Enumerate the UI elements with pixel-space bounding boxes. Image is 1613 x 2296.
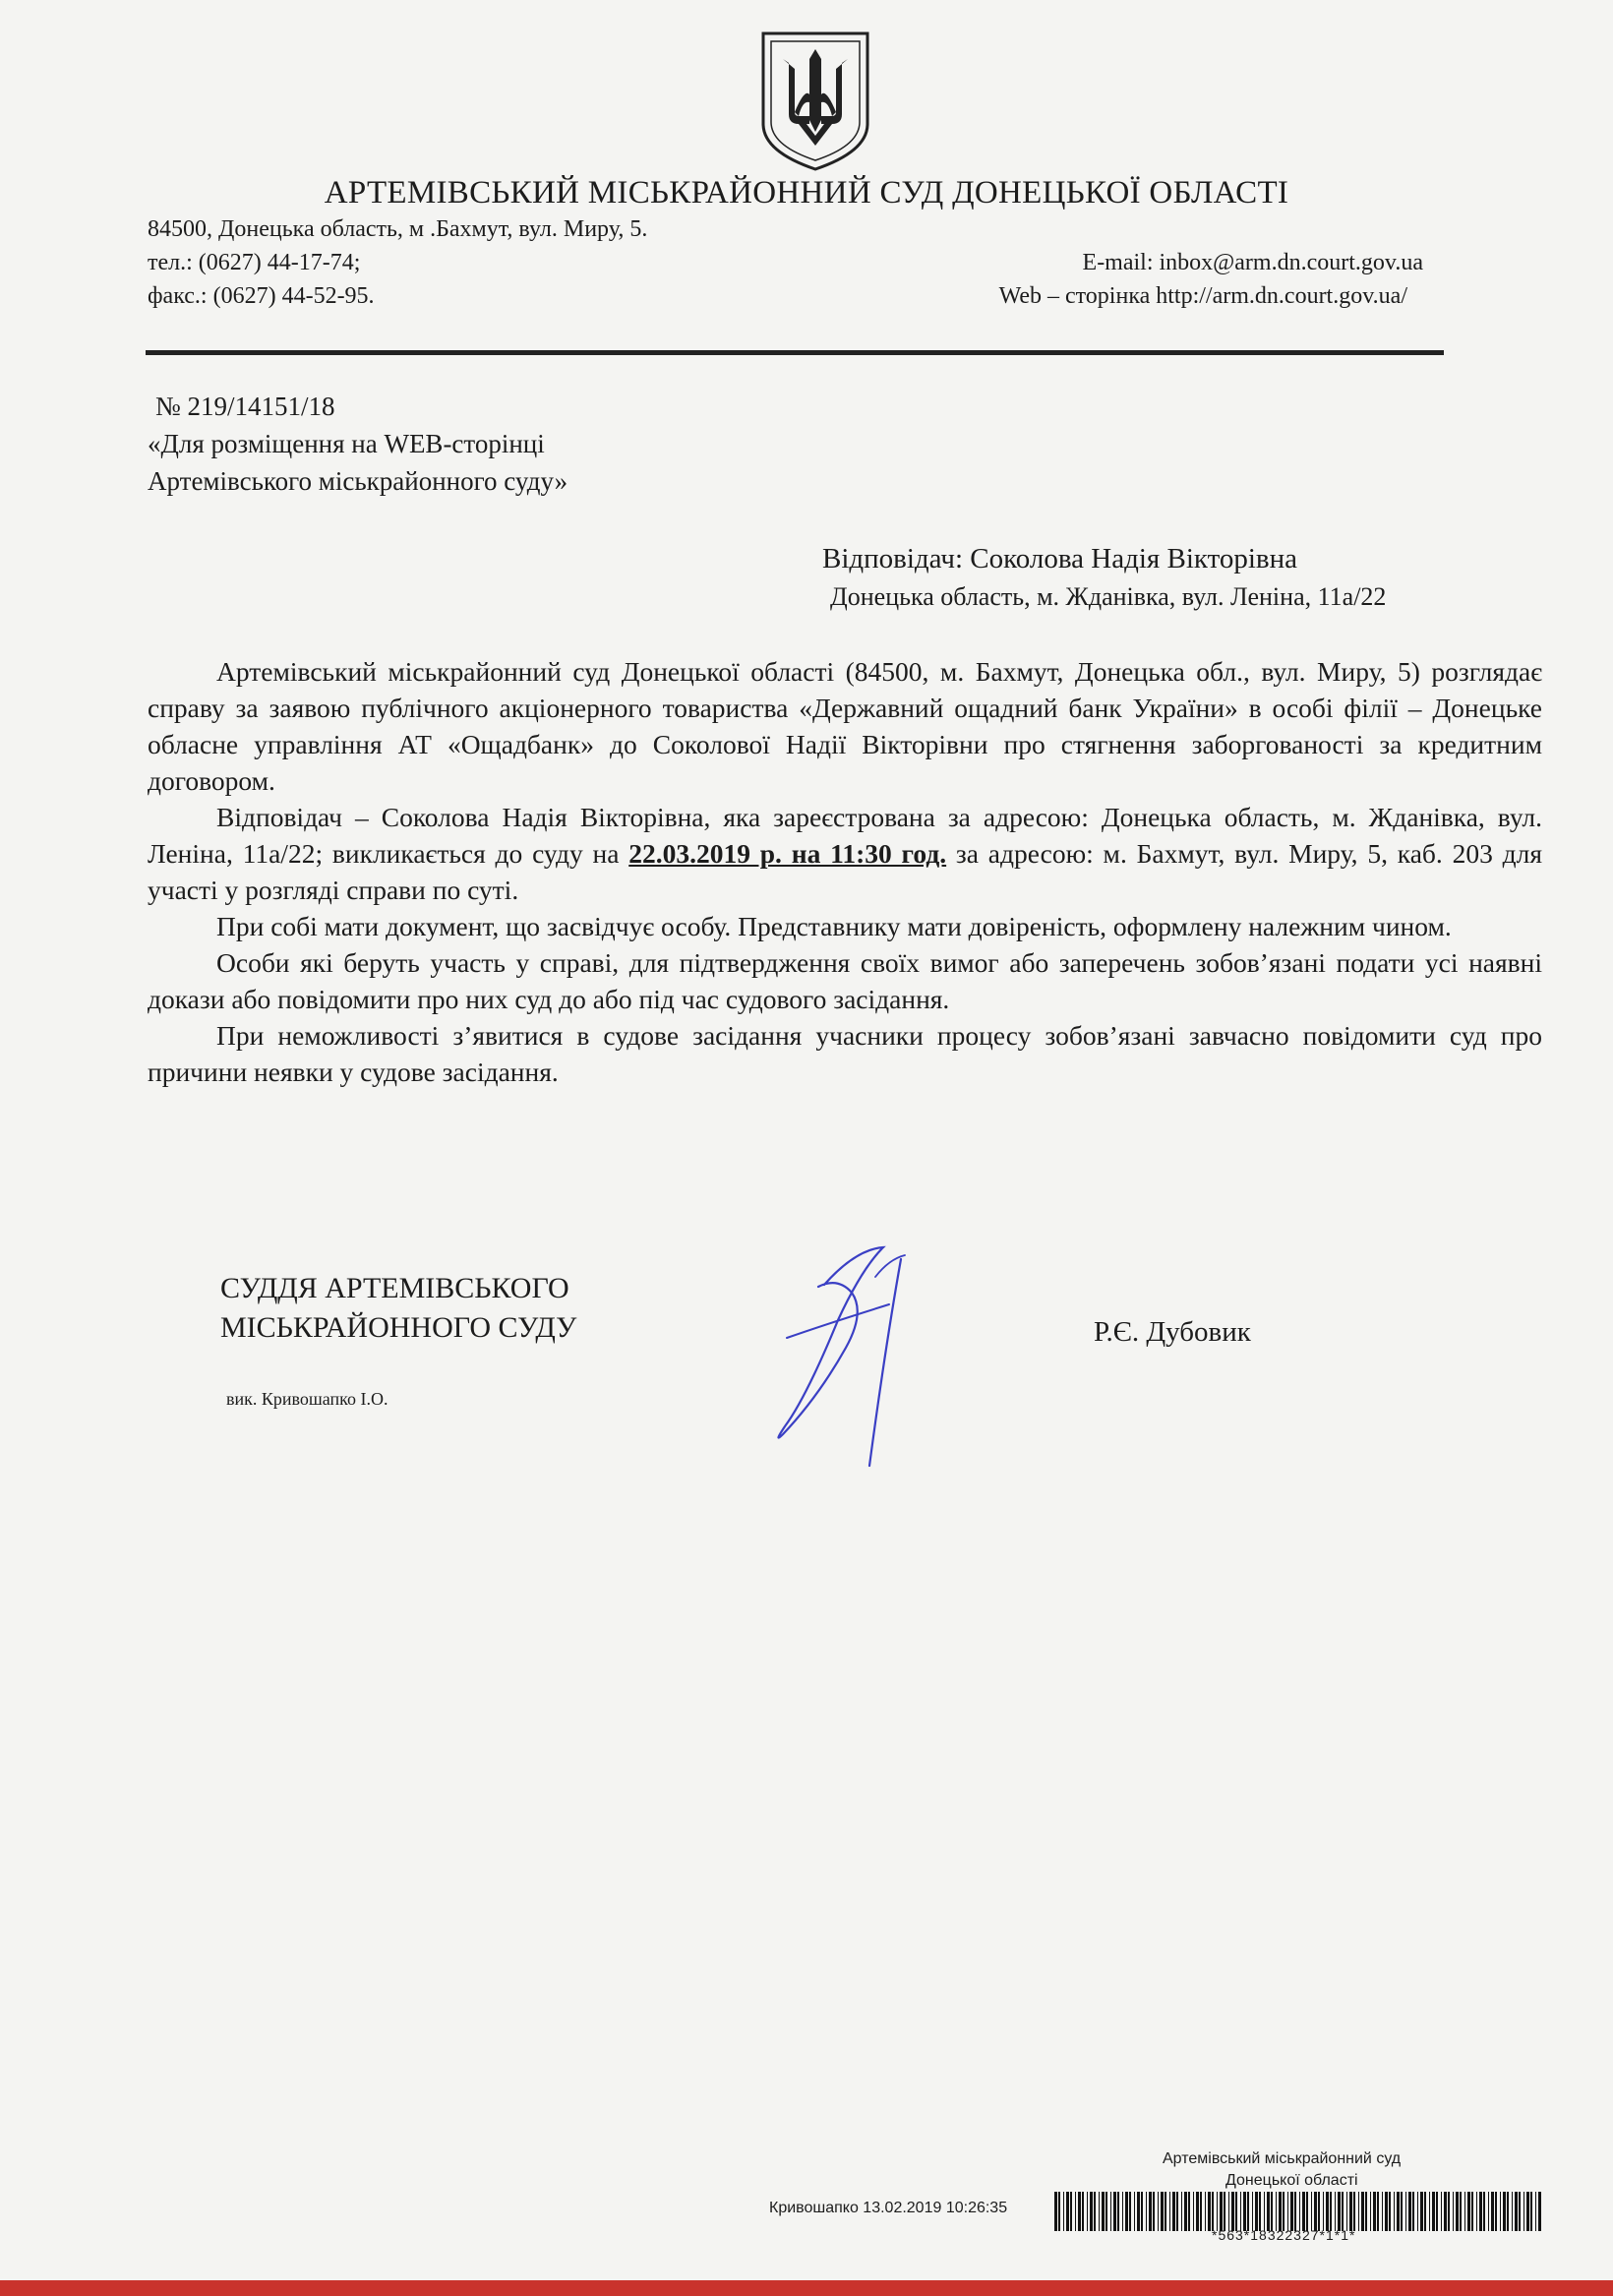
judge-title-line1: СУДДЯ АРТЕМІВСЬКОГО: [220, 1272, 569, 1304]
barcode-bar: [1294, 2192, 1296, 2231]
barcode-bar: [1467, 2192, 1470, 2231]
barcode-bar: [1176, 2192, 1178, 2231]
barcode-bar: [1196, 2192, 1199, 2231]
barcode-bar: [1276, 2192, 1277, 2231]
barcode-bar: [1311, 2192, 1312, 2231]
barcode-bar: [1117, 2192, 1119, 2231]
barcode-bar: [1102, 2192, 1105, 2231]
barcode-bar: [1279, 2192, 1282, 2231]
barcode-bar: [1385, 2192, 1388, 2231]
barcode-bar: [1165, 2192, 1166, 2231]
court-email: E-mail: inbox@arm.dn.court.gov.ua: [1082, 250, 1423, 275]
barcode-bar: [1208, 2192, 1211, 2231]
barcode-bar: [1290, 2192, 1293, 2231]
stamp-clerk-timestamp: Кривошапко 13.02.2019 10:26:35: [769, 2200, 1008, 2216]
barcode-bar: [1432, 2192, 1435, 2231]
barcode-bar: [1172, 2192, 1175, 2231]
barcode-bar: [1535, 2192, 1536, 2231]
barcode-bar: [1326, 2192, 1329, 2231]
barcode-bar: [1188, 2192, 1190, 2231]
barcode-bar: [1134, 2192, 1135, 2231]
stamp-court-line1: Артемівський міськрайонний суд: [1163, 2150, 1402, 2167]
barcode-bar: [1323, 2192, 1324, 2231]
court-address: 84500, Донецька область, м .Бахмут, вул. Миру, 5.: [148, 216, 648, 242]
barcode-bar: [1401, 2192, 1403, 2231]
barcode-bar: [1353, 2192, 1355, 2231]
barcode-bar: [1247, 2192, 1249, 2231]
barcode-bar: [1235, 2192, 1237, 2231]
barcode-bar: [1420, 2192, 1423, 2231]
barcode-bar: [1479, 2192, 1482, 2231]
barcode-bar: [1090, 2192, 1093, 2231]
barcode-bar: [1441, 2192, 1442, 2231]
barcode-bar: [1105, 2192, 1107, 2231]
barcode-bar: [1212, 2192, 1214, 2231]
barcode-bar: [1267, 2192, 1270, 2231]
barcode-bar: [1299, 2192, 1300, 2231]
barcode-bar: [1389, 2192, 1391, 2231]
barcode-bar: [1158, 2192, 1159, 2231]
barcode-bar: [1078, 2192, 1081, 2231]
court-name-heading: АРТЕМІВСЬКИЙ МІСЬКРАЙОННИЙ СУД ДОНЕЦЬКОЇ ОБЛАСТІ: [324, 175, 1289, 211]
barcode-bar: [1530, 2192, 1532, 2231]
barcode-bar: [1444, 2192, 1447, 2231]
barcode-bar: [1205, 2192, 1206, 2231]
barcode-bar: [1271, 2192, 1273, 2231]
barcode-bar: [1338, 2192, 1341, 2231]
barcode-bar: [1094, 2192, 1096, 2231]
barcode-bar: [1453, 2192, 1454, 2231]
barcode-bar: [1412, 2192, 1414, 2231]
barcode-bar: [1231, 2192, 1234, 2231]
barcode-bar: [1405, 2192, 1406, 2231]
barcode-bar: [1436, 2192, 1438, 2231]
barcode-bar: [1306, 2192, 1308, 2231]
page-bottom-edge: [0, 2280, 1613, 2296]
barcode-bar: [1349, 2192, 1352, 2231]
defendant-name: Відповідач: Соколова Надія Вікторівна: [822, 543, 1298, 574]
paragraph-documents: При собі мати документ, що засвідчує особу. Представнику мати довіреність, оформлену належним чином.: [216, 911, 1452, 941]
paragraph-case: Артемівський міськрайонний суд Донецької області (84500, м. Бахмут, Донецька обл., вул. Миру, 5) розглядає справу за заявою публічного акціонерного товариства «Державний ощадний банк України» в особі філії – Донецьке обласне управління АТ «Ощадбанк» до Соколової Надії Вікторівни про стягнення заборгованості за кредитним договором.: [148, 656, 1542, 796]
barcode-bar: [1264, 2192, 1265, 2231]
barcode-bar: [1507, 2192, 1509, 2231]
barcode-bar: [1512, 2192, 1513, 2231]
barcode-bar: [1365, 2192, 1367, 2231]
barcode-bar: [1137, 2192, 1140, 2231]
barcode-bar: [1113, 2192, 1116, 2231]
judge-title-line2: МІСЬКРАЙОННОГО СУДУ: [220, 1311, 577, 1344]
barcode-bar: [1243, 2192, 1246, 2231]
notice-body: [148, 653, 1542, 1090]
barcode-bar: [1125, 2192, 1128, 2231]
registration-barcode: [1054, 2192, 1542, 2231]
trident-coat-of-arms-icon: [759, 30, 871, 173]
barcode-bar: [1070, 2192, 1072, 2231]
barcode-bar: [1373, 2192, 1376, 2231]
barcode-number: *563*18322327*1*1*: [1212, 2227, 1356, 2243]
judge-name: Р.Є. Дубовик: [1094, 1316, 1251, 1348]
barcode-bar: [1224, 2192, 1225, 2231]
barcode-bar: [1220, 2192, 1223, 2231]
barcode-bar: [1110, 2192, 1111, 2231]
barcode-bar: [1408, 2192, 1411, 2231]
barcode-bar: [1146, 2192, 1147, 2231]
court-fax: факс.: (0627) 44-52-95.: [148, 283, 375, 309]
barcode-bar: [1342, 2192, 1344, 2231]
publication-note-line2: Артемівського міськрайонного суду»: [148, 466, 568, 496]
barcode-bar: [1161, 2192, 1164, 2231]
summons-text-start: Відповідач – Соколова Надія Вікторівна, яка зареєстрована за адресою: Донецька область, м. Жданівка, вул. Леніна, 11а/22; викликається до суду на: [148, 802, 1542, 869]
barcode-bar: [1471, 2192, 1473, 2231]
judge-signature: [767, 1230, 964, 1485]
barcode-bar: [1153, 2192, 1155, 2231]
barcode-bar: [1252, 2192, 1253, 2231]
case-number: № 219/14151/18: [155, 392, 335, 421]
barcode-bar: [1515, 2192, 1518, 2231]
barcode-bar: [1377, 2192, 1379, 2231]
summons-text-end: за адресою: м. Бахмут, вул. Миру, 5, каб. 203 для участі у розгляді справи по суті.: [148, 838, 1542, 905]
barcode-bar: [1054, 2192, 1057, 2231]
court-phone: тел.: (0627) 44-17-74;: [148, 250, 361, 275]
publication-note-line1: «Для розміщення на WEB-сторінці: [148, 429, 545, 458]
barcode-bar: [1456, 2192, 1459, 2231]
barcode-bar: [1335, 2192, 1336, 2231]
barcode-bar: [1464, 2192, 1465, 2231]
barcode-bar: [1255, 2192, 1258, 2231]
barcode-bar: [1240, 2192, 1241, 2231]
barcode-bar: [1503, 2192, 1506, 2231]
barcode-bar: [1417, 2192, 1418, 2231]
barcode-bar: [1181, 2192, 1182, 2231]
barcode-bar: [1129, 2192, 1131, 2231]
barcode-bar: [1302, 2192, 1305, 2231]
barcode-bar: [1063, 2192, 1064, 2231]
barcode-bar: [1523, 2192, 1524, 2231]
barcode-bar: [1500, 2192, 1501, 2231]
hearing-datetime: 22.03.2019 р. на 11:30 год.: [628, 838, 947, 869]
barcode-bar: [1330, 2192, 1332, 2231]
barcode-bar: [1394, 2192, 1395, 2231]
court-website: Web – сторінка http://arm.dn.court.gov.ua/: [998, 283, 1407, 309]
barcode-bar: [1318, 2192, 1320, 2231]
barcode-bar: [1193, 2192, 1194, 2231]
barcode-bar: [1075, 2192, 1076, 2231]
stamp-court-line2: Донецької області: [1225, 2172, 1358, 2189]
barcode-bar: [1149, 2192, 1152, 2231]
barcode-bar: [1087, 2192, 1088, 2231]
barcode-bar: [1495, 2192, 1497, 2231]
barcode-bar: [1058, 2192, 1060, 2231]
barcode-bar: [1358, 2192, 1359, 2231]
barcode-bar: [1483, 2192, 1485, 2231]
barcode-bar: [1448, 2192, 1450, 2231]
barcode-bar: [1169, 2192, 1170, 2231]
barcode-bar: [1283, 2192, 1284, 2231]
barcode-bar: [1519, 2192, 1521, 2231]
barcode-bar: [1460, 2192, 1462, 2231]
barcode-bar: [1382, 2192, 1383, 2231]
barcode-bar: [1361, 2192, 1364, 2231]
barcode-bar: [1476, 2192, 1477, 2231]
barcode-bar: [1491, 2192, 1494, 2231]
paragraph-evidence: Особи які беруть участь у справі, для підтвердження своїх вимог або заперечень зобов’язані подати усі наявні докази або повідомити про них суд до або під час судового засідання.: [148, 947, 1542, 1014]
executor-note: вик. Кривошапко І.О.: [226, 1389, 388, 1409]
barcode-bar: [1099, 2192, 1100, 2231]
barcode-bar: [1228, 2192, 1229, 2231]
paragraph-summons: [148, 799, 1542, 908]
barcode-bar: [1141, 2192, 1143, 2231]
defendant-address: Донецька область, м. Жданівка, вул. Леніна, 11а/22: [830, 582, 1387, 611]
barcode-bar: [1526, 2192, 1529, 2231]
barcode-bar: [1122, 2192, 1123, 2231]
barcode-bar: [1066, 2192, 1069, 2231]
barcode-bar: [1082, 2192, 1084, 2231]
barcode-bar: [1429, 2192, 1430, 2231]
barcode-bar: [1370, 2192, 1371, 2231]
barcode-bar: [1287, 2192, 1288, 2231]
barcode-bar: [1184, 2192, 1187, 2231]
barcode-bar: [1346, 2192, 1347, 2231]
barcode-bar: [1200, 2192, 1202, 2231]
barcode-bar: [1217, 2192, 1218, 2231]
barcode-bar: [1538, 2192, 1541, 2231]
barcode-bar: [1314, 2192, 1317, 2231]
barcode-bar: [1424, 2192, 1426, 2231]
paragraph-absence: При неможливості з’явитися в судове засідання учасники процесу зобов’язані завчасно повідомити суд про причини неявки у судове засідання.: [148, 1020, 1542, 1087]
barcode-bar: [1259, 2192, 1261, 2231]
barcode-bar: [1488, 2192, 1489, 2231]
barcode-bar: [1397, 2192, 1400, 2231]
header-divider: [146, 350, 1444, 355]
